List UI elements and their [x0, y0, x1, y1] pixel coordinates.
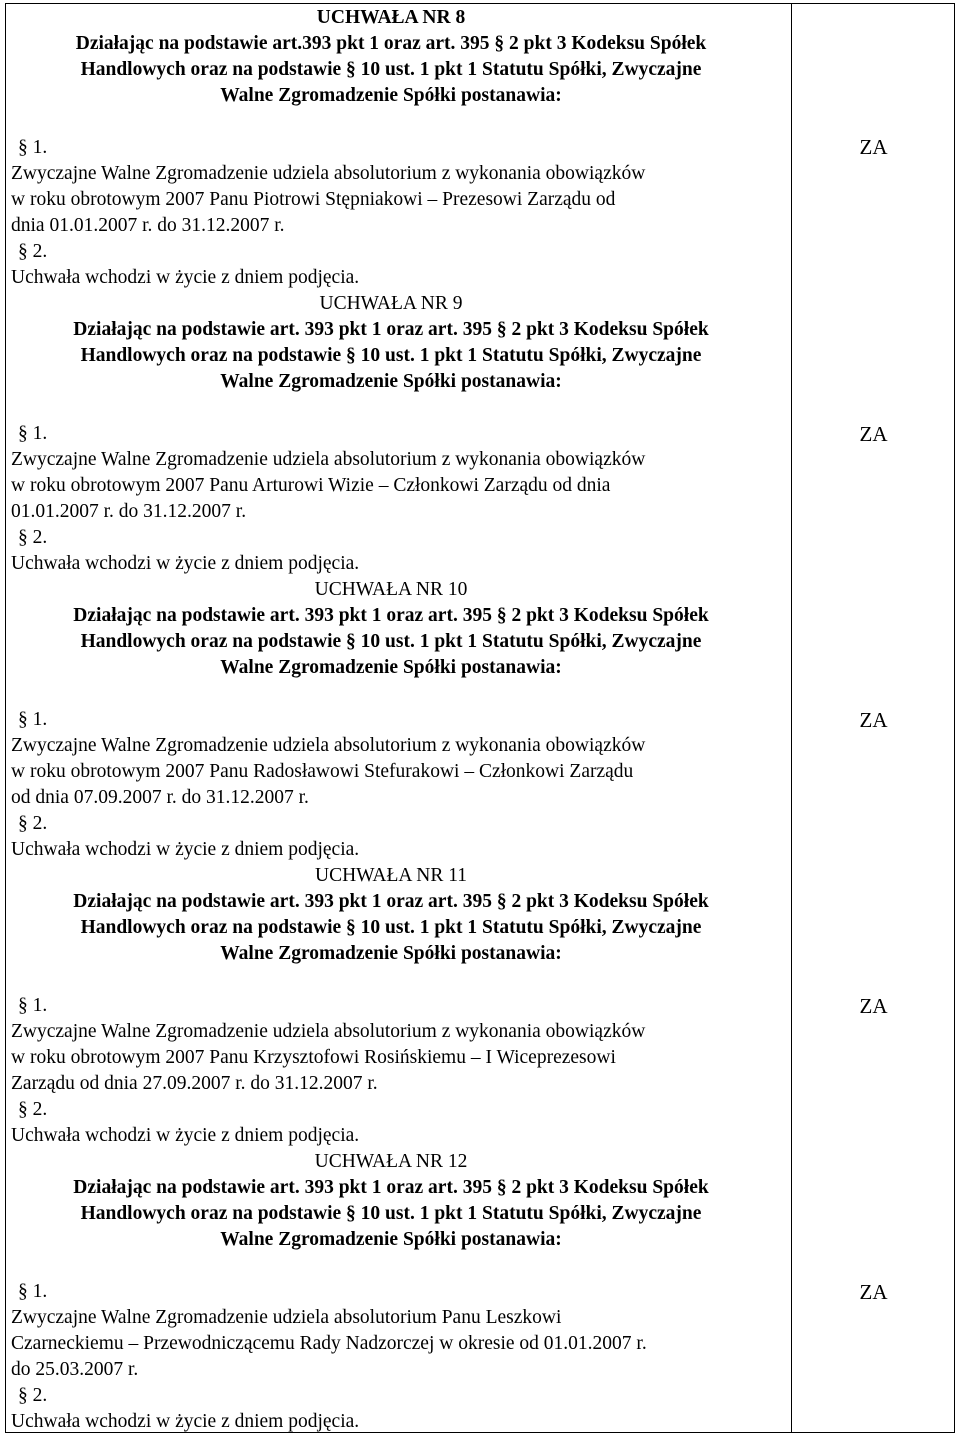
- resolution-basis-line: Walne Zgromadzenie Spółki postanawia:: [220, 85, 562, 106]
- paragraph-2-heading: [11, 525, 771, 551]
- resolution-effective-clause: Uchwała wchodzi w życie z dniem podjęcia.: [11, 1411, 360, 1432]
- resolution-11: [11, 863, 771, 1149]
- resolution-body-line: Zwyczajne Walne Zgromadzenie udziela absolutorium z wykonania obowiązków: [11, 1021, 646, 1042]
- resolution-effective-clause: Uchwała wchodzi w życie z dniem podjęcia.: [11, 839, 360, 860]
- resolution-body-line: Zwyczajne Walne Zgromadzenie udziela absolutorium z wykonania obowiązków: [11, 449, 646, 470]
- vote-result: ZA: [859, 422, 888, 446]
- resolution-basis-line: Walne Zgromadzenie Spółki postanawia:: [220, 657, 562, 678]
- section-sign: §: [18, 995, 28, 1016]
- resolution-title: UCHWAŁA NR 9: [319, 293, 463, 314]
- paragraph-number: 2.: [32, 1385, 48, 1406]
- resolution-12: [11, 1149, 771, 1435]
- section-sign: §: [18, 137, 28, 158]
- resolution-basis-line: Walne Zgromadzenie Spółki postanawia:: [220, 943, 562, 964]
- section-sign: §: [18, 423, 28, 444]
- resolution-body-line: w roku obrotowym 2007 Panu Arturowi Wizie – Członkowi Zarządu od dnia: [11, 475, 611, 496]
- paragraph-number: 1.: [32, 137, 48, 158]
- resolution-effective-clause: Uchwała wchodzi w życie z dniem podjęcia.: [11, 267, 360, 288]
- resolution-10: [11, 577, 771, 863]
- paragraph-2-heading: [11, 1383, 771, 1409]
- paragraph-number: 1.: [32, 995, 48, 1016]
- vote-result: ZA: [859, 708, 888, 732]
- paragraph-1-heading: [11, 1279, 771, 1305]
- resolution-basis-line: Handlowych oraz na podstawie § 10 ust. 1 pkt 1 Statutu Spółki, Zwyczajne: [80, 345, 702, 366]
- paragraph-2-heading: [11, 239, 771, 265]
- resolution-basis-line: Działając na podstawie art. 393 pkt 1 oraz art. 395 § 2 pkt 3 Kodeksu Spółek: [73, 319, 709, 340]
- resolution-body-line: w roku obrotowym 2007 Panu Piotrowi Stępniakowi – Prezesowi Zarządu od: [11, 189, 616, 210]
- paragraph-number: 2.: [32, 1099, 48, 1120]
- resolution-basis-line: Działając na podstawie art. 393 pkt 1 oraz art. 395 § 2 pkt 3 Kodeksu Spółek: [73, 891, 709, 912]
- resolution-body-line: Zwyczajne Walne Zgromadzenie udziela absolutorium z wykonania obowiązków: [11, 735, 646, 756]
- paragraph-number: 1.: [32, 423, 48, 444]
- resolution-9: [11, 291, 771, 577]
- resolution-body-line: do 25.03.2007 r.: [11, 1359, 139, 1380]
- resolution-body-line: Zarządu od dnia 27.09.2007 r. do 31.12.2007 r.: [11, 1073, 378, 1094]
- section-sign: §: [18, 1099, 28, 1120]
- resolution-body-line: dnia 01.01.2007 r. do 31.12.2007 r.: [11, 215, 285, 236]
- paragraph-number: 1.: [32, 709, 48, 730]
- paragraph-number: 2.: [32, 813, 48, 834]
- resolution-effective-clause: Uchwała wchodzi w życie z dniem podjęcia.: [11, 553, 360, 574]
- resolution-title: UCHWAŁA NR 10: [314, 579, 468, 600]
- resolution-body-line: w roku obrotowym 2007 Panu Radosławowi Stefurakowi – Członkowi Zarządu: [11, 761, 634, 782]
- vote-result: ZA: [859, 135, 888, 159]
- section-sign: §: [18, 709, 28, 730]
- resolution-basis-line: Handlowych oraz na podstawie § 10 ust. 1 pkt 1 Statutu Spółki, Zwyczajne: [80, 631, 702, 652]
- resolution-effective-clause: Uchwała wchodzi w życie z dniem podjęcia.: [11, 1125, 360, 1146]
- resolution-basis-line: Handlowych oraz na podstawie § 10 ust. 1 pkt 1 Statutu Spółki, Zwyczajne: [80, 59, 702, 80]
- resolution-body-line: w roku obrotowym 2007 Panu Krzysztofowi Rosińskiemu – I Wiceprezesowi: [11, 1047, 616, 1068]
- vote-result: ZA: [859, 994, 888, 1018]
- resolution-basis-line: Handlowych oraz na podstawie § 10 ust. 1 pkt 1 Statutu Spółki, Zwyczajne: [80, 917, 702, 938]
- resolution-basis-line: Działając na podstawie art.393 pkt 1 oraz art. 395 § 2 pkt 3 Kodeksu Spółek: [75, 33, 707, 54]
- resolution-8: [11, 5, 771, 291]
- resolution-basis-line: Walne Zgromadzenie Spółki postanawia:: [220, 1229, 562, 1250]
- resolution-body-line: Czarneckiemu – Przewodniczącemu Rady Nadzorczej w okresie od 01.01.2007 r.: [11, 1333, 647, 1354]
- resolution-title: UCHWAŁA NR 8: [316, 7, 466, 28]
- paragraph-2-heading: [11, 811, 771, 837]
- section-sign: §: [18, 1281, 28, 1302]
- resolution-basis-line: Handlowych oraz na podstawie § 10 ust. 1 pkt 1 Statutu Spółki, Zwyczajne: [80, 1203, 702, 1224]
- vote-result: ZA: [859, 1280, 888, 1304]
- resolution-basis-line: Działając na podstawie art. 393 pkt 1 oraz art. 395 § 2 pkt 3 Kodeksu Spółek: [73, 605, 709, 626]
- resolution-body-line: Zwyczajne Walne Zgromadzenie udziela absolutorium Panu Leszkowi: [11, 1307, 562, 1328]
- paragraph-number: 1.: [32, 1281, 48, 1302]
- resolution-title: UCHWAŁA NR 11: [314, 865, 468, 886]
- paragraph-1-heading: [11, 421, 771, 447]
- paragraph-1-heading: [11, 135, 771, 161]
- resolution-body-line: od dnia 07.09.2007 r. do 31.12.2007 r.: [11, 787, 309, 808]
- section-sign: §: [18, 813, 28, 834]
- paragraph-1-heading: [11, 993, 771, 1019]
- resolution-basis-line: Walne Zgromadzenie Spółki postanawia:: [220, 371, 562, 392]
- resolution-basis-line: Działając na podstawie art. 393 pkt 1 oraz art. 395 § 2 pkt 3 Kodeksu Spółek: [73, 1177, 709, 1198]
- resolution-body-line: 01.01.2007 r. do 31.12.2007 r.: [11, 501, 247, 522]
- resolution-body-line: Zwyczajne Walne Zgromadzenie udziela absolutorium z wykonania obowiązków: [11, 163, 646, 184]
- paragraph-number: 2.: [32, 527, 48, 548]
- paragraph-2-heading: [11, 1097, 771, 1123]
- paragraph-1-heading: [11, 707, 771, 733]
- section-sign: §: [18, 527, 28, 548]
- paragraph-number: 2.: [32, 241, 48, 262]
- section-sign: §: [18, 241, 28, 262]
- section-sign: §: [18, 1385, 28, 1406]
- resolution-title: UCHWAŁA NR 12: [314, 1151, 468, 1172]
